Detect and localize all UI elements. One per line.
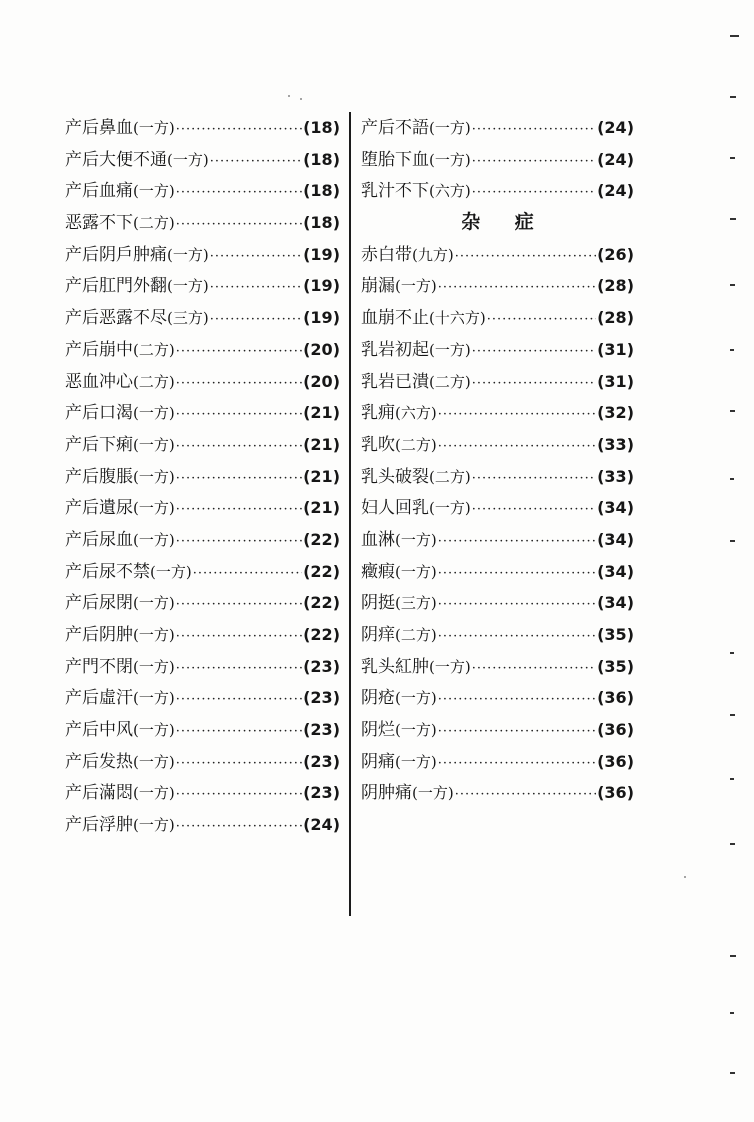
entry-page-number: (19) — [303, 244, 340, 264]
entry-title: 阴痒 — [361, 625, 395, 645]
margin-tick — [730, 540, 735, 542]
dot-leader — [472, 463, 596, 495]
dot-leader — [438, 272, 596, 304]
entry-page-number: (32) — [597, 403, 634, 423]
entry-note: (一方) — [395, 277, 437, 296]
toc-entry — [65, 397, 340, 429]
entry-note: (二方) — [395, 435, 437, 454]
margin-tick — [730, 410, 735, 412]
toc-entry — [361, 112, 634, 144]
entry-title: 恶露不下 — [65, 213, 133, 234]
entry-title: 乳岩初起 — [361, 339, 429, 360]
entry-note: (一方) — [133, 530, 175, 549]
entry-title: 产后浮肿 — [65, 815, 133, 836]
entry-title: 产后口渴 — [65, 403, 133, 424]
entry-title: 产后阴戶肿痛 — [65, 244, 167, 265]
entry-page-number: (22) — [303, 625, 340, 644]
entry-title: 产后崩中 — [65, 339, 133, 360]
entry-note: (二方) — [429, 372, 471, 391]
dot-leader — [176, 589, 302, 621]
scan-speck — [300, 98, 302, 100]
entry-note: (九方) — [412, 245, 454, 264]
entry-note: (一方) — [167, 150, 209, 169]
entry-page-number: (18) — [303, 118, 340, 137]
dot-leader — [176, 431, 302, 463]
entry-title: 产后恶露不尽 — [65, 308, 167, 329]
dot-leader — [472, 494, 596, 526]
toc-entry — [65, 587, 340, 619]
entry-note: (一方) — [167, 245, 209, 264]
toc-entry — [361, 777, 634, 809]
entry-page-number: (36) — [597, 720, 634, 740]
toc-entry — [361, 556, 634, 588]
toc-entry — [65, 175, 340, 207]
entry-title: 产后尿血 — [65, 529, 133, 550]
toc-entry — [361, 587, 634, 619]
dot-leader — [438, 589, 596, 621]
margin-tick — [730, 478, 734, 480]
entry-title: 产后尿不禁 — [65, 561, 150, 582]
entry-page-number: (23) — [303, 656, 340, 676]
entry-page-number: (34) — [597, 529, 634, 549]
entry-note: (六方) — [395, 404, 437, 423]
entry-title: 产后大便不通 — [65, 149, 167, 170]
scan-speck — [684, 876, 686, 878]
margin-tick — [730, 652, 734, 654]
toc-entry — [65, 524, 340, 556]
dot-leader — [176, 621, 302, 653]
entry-page-number: (36) — [597, 783, 634, 803]
dot-leader — [176, 336, 302, 368]
dot-leader — [438, 399, 596, 431]
toc-right-top-group — [361, 112, 634, 207]
toc-entry — [361, 682, 634, 714]
entry-note: (一方) — [395, 562, 437, 581]
entry-title: 产后腹脹 — [65, 466, 133, 487]
toc-entry — [361, 461, 634, 493]
entry-page-number: (34) — [597, 593, 634, 613]
entry-title: 乳汁不下 — [361, 181, 429, 202]
dot-leader — [176, 399, 302, 431]
dot-leader — [176, 463, 302, 495]
entry-note: (一方) — [133, 784, 175, 803]
entry-page-number: (22) — [303, 561, 340, 581]
dot-leader — [176, 114, 302, 146]
toc-entry — [361, 302, 634, 334]
entry-note: (一方) — [133, 626, 175, 644]
dot-leader — [472, 653, 596, 685]
margin-tick — [730, 843, 735, 845]
toc-entry — [65, 461, 340, 493]
toc-entry — [361, 270, 634, 302]
toc-right-bottom-group — [361, 239, 634, 809]
entry-title: 产后中风 — [65, 720, 133, 741]
entry-page-number: (20) — [303, 339, 340, 359]
dot-leader — [176, 684, 302, 716]
entry-note: (一方) — [429, 499, 471, 518]
entry-note: (六方) — [429, 182, 471, 201]
toc-entry — [361, 714, 634, 746]
margin-tick — [730, 218, 736, 220]
entry-title: 产后下痢 — [65, 434, 133, 455]
entry-title: 乳头破裂 — [361, 466, 429, 487]
entry-note: (二方) — [429, 467, 471, 486]
entry-note: (一方) — [395, 721, 437, 740]
dot-leader — [472, 146, 596, 178]
entry-title: 乳头紅肿 — [361, 656, 429, 677]
dot-leader — [176, 811, 302, 843]
toc-entry — [361, 619, 634, 651]
dot-leader — [455, 241, 596, 273]
entry-page-number: (23) — [303, 720, 340, 740]
toc-entry — [361, 524, 634, 556]
entry-title: 血淋 — [361, 529, 395, 550]
dot-leader — [438, 621, 596, 653]
dot-leader — [487, 304, 596, 336]
toc-entry — [65, 334, 340, 366]
margin-tick — [730, 1012, 734, 1014]
entry-note: (一方) — [412, 784, 454, 803]
entry-page-number: (23) — [303, 688, 340, 708]
margin-tick — [730, 714, 735, 716]
entry-title: 赤白带 — [361, 244, 412, 265]
entry-note: (一方) — [133, 499, 175, 518]
toc-entry — [65, 809, 340, 841]
entry-page-number: (28) — [597, 276, 634, 296]
margin-tick — [730, 35, 739, 37]
toc-right-column — [361, 112, 634, 809]
dot-leader — [438, 431, 596, 463]
toc-entry — [361, 144, 634, 176]
entry-note: (一方) — [395, 752, 437, 771]
margin-tick — [730, 778, 734, 780]
toc-entry — [361, 397, 634, 429]
entry-note: (一方) — [133, 816, 175, 835]
margin-tick — [730, 157, 735, 159]
dot-leader — [210, 272, 302, 304]
entry-title: 产后不語 — [361, 118, 429, 138]
entry-page-number: (22) — [303, 593, 340, 613]
entry-page-number: (36) — [597, 751, 634, 771]
toc-entry — [65, 207, 340, 239]
entry-page-number: (24) — [597, 118, 634, 137]
toc-entry — [65, 492, 340, 524]
entry-page-number: (24) — [597, 181, 634, 201]
toc-entry — [65, 239, 340, 271]
entry-page-number: (21) — [303, 498, 340, 518]
entry-note: (一方) — [133, 594, 175, 613]
dot-leader — [176, 653, 302, 685]
entry-title: 产后阴肿 — [65, 625, 133, 645]
toc-entry — [65, 619, 340, 651]
entry-title: 产后遺尿 — [65, 498, 133, 519]
dot-leader — [193, 558, 302, 590]
entry-page-number: (28) — [597, 308, 634, 328]
entry-note: (三方) — [167, 309, 209, 328]
entry-title: 崩漏 — [361, 276, 395, 297]
entry-note: (一方) — [133, 467, 175, 486]
entry-page-number: (24) — [303, 815, 340, 835]
entry-note: (一方) — [429, 340, 471, 359]
entry-title: 阴痛 — [361, 751, 395, 772]
entry-page-number: (35) — [597, 656, 634, 676]
dot-leader — [438, 716, 596, 748]
dot-leader — [176, 494, 302, 526]
toc-entry — [361, 366, 634, 398]
entry-note: (一方) — [133, 721, 175, 740]
entry-note: (一方) — [429, 150, 471, 169]
toc-entry — [65, 302, 340, 334]
entry-note: (一方) — [133, 119, 175, 137]
entry-title: 乳吹 — [361, 434, 395, 455]
dot-leader — [176, 526, 302, 558]
toc-entry — [65, 366, 340, 398]
entry-note: (一方) — [133, 752, 175, 771]
dot-leader — [438, 748, 596, 780]
entry-title: 产門不閉 — [65, 656, 133, 677]
entry-note: (一方) — [133, 182, 175, 201]
toc-entry — [361, 334, 634, 366]
entry-page-number: (34) — [597, 498, 634, 518]
entry-page-number: (21) — [303, 466, 340, 486]
entry-title: 阴烂 — [361, 720, 395, 741]
dot-leader — [438, 684, 596, 716]
dot-leader — [472, 368, 596, 400]
entry-page-number: (19) — [303, 276, 340, 296]
dot-leader — [176, 209, 302, 241]
entry-title: 产后发热 — [65, 751, 133, 772]
toc-entry — [361, 429, 634, 461]
entry-note: (二方) — [395, 626, 437, 644]
dot-leader — [176, 177, 302, 209]
entry-title: 乳痈 — [361, 403, 395, 424]
entry-page-number: (36) — [597, 688, 634, 708]
entry-page-number: (23) — [303, 751, 340, 771]
entry-title: 阴肿痛 — [361, 783, 412, 804]
entry-page-number: (20) — [303, 371, 340, 391]
entry-page-number: (31) — [597, 371, 634, 391]
entry-title: 产后尿閉 — [65, 593, 133, 614]
toc-entry — [65, 429, 340, 461]
toc-entry — [361, 651, 634, 683]
dot-leader — [210, 146, 302, 178]
margin-tick — [730, 284, 735, 286]
entry-note: (一方) — [133, 689, 175, 708]
toc-entry — [65, 746, 340, 778]
toc-entry — [65, 112, 340, 144]
entry-title: 产后鼻血 — [65, 118, 133, 138]
entry-title: 癥瘕 — [361, 561, 395, 582]
entry-page-number: (22) — [303, 529, 340, 549]
toc-entry — [361, 175, 634, 207]
margin-tick — [730, 955, 736, 957]
entry-note: (一方) — [429, 119, 471, 137]
entry-title: 产后血痛 — [65, 181, 133, 202]
dot-leader — [176, 368, 302, 400]
dot-leader — [176, 716, 302, 748]
entry-page-number: (21) — [303, 434, 340, 454]
entry-title: 阴挺 — [361, 593, 395, 614]
column-divider — [349, 112, 351, 916]
entry-title: 乳岩已潰 — [361, 371, 429, 392]
entry-note: (二方) — [133, 372, 175, 391]
scan-speck — [288, 95, 290, 97]
entry-title: 产后肛門外翻 — [65, 276, 167, 297]
toc-entry — [65, 556, 340, 588]
entry-page-number: (23) — [303, 783, 340, 803]
entry-note: (三方) — [395, 594, 437, 613]
entry-page-number: (35) — [597, 625, 634, 644]
dot-leader — [438, 526, 596, 558]
entry-note: (一方) — [429, 657, 471, 676]
toc-entry — [361, 746, 634, 778]
dot-leader — [438, 558, 596, 590]
entry-note: (十六方) — [429, 309, 486, 328]
entry-page-number: (18) — [303, 181, 340, 201]
entry-title: 产后虛汗 — [65, 688, 133, 709]
margin-tick — [730, 1072, 735, 1074]
entry-note: (一方) — [395, 689, 437, 708]
dot-leader — [176, 748, 302, 780]
entry-page-number: (18) — [303, 213, 340, 233]
entry-page-number: (19) — [303, 308, 340, 328]
margin-tick — [730, 349, 734, 351]
toc-entry — [65, 144, 340, 176]
entry-note: (一方) — [150, 562, 192, 581]
entry-note: (一方) — [133, 657, 175, 676]
entry-note: (二方) — [133, 340, 175, 359]
entry-title: 堕胎下血 — [361, 149, 429, 170]
toc-entry — [65, 682, 340, 714]
margin-tick — [730, 96, 736, 98]
entry-title: 血崩不止 — [361, 308, 429, 329]
entry-title: 产后滿悶 — [65, 783, 133, 804]
entry-note: (一方) — [133, 435, 175, 454]
dot-leader — [472, 114, 596, 146]
entry-title: 阴疮 — [361, 688, 395, 709]
entry-note: (一方) — [133, 404, 175, 423]
dot-leader — [210, 304, 302, 336]
toc-entry — [361, 239, 634, 271]
entry-title: 妇人回乳 — [361, 498, 429, 519]
entry-note: (一方) — [395, 530, 437, 549]
entry-note: (二方) — [133, 214, 175, 233]
entry-note: (一方) — [167, 277, 209, 296]
dot-leader — [176, 779, 302, 811]
toc-entry — [65, 777, 340, 809]
toc-entry — [65, 714, 340, 746]
entry-page-number: (26) — [597, 244, 634, 264]
section-heading: 杂 症 — [461, 211, 548, 234]
entry-page-number: (21) — [303, 403, 340, 423]
dot-leader — [455, 779, 596, 811]
dot-leader — [210, 241, 302, 273]
entry-page-number: (34) — [597, 561, 634, 581]
entry-title: 恶血冲心 — [65, 371, 133, 392]
entry-page-number: (31) — [597, 339, 634, 359]
entry-page-number: (18) — [303, 149, 340, 169]
toc-entry — [65, 270, 340, 302]
dot-leader — [472, 177, 596, 209]
entry-page-number: (24) — [597, 149, 634, 169]
dot-leader — [472, 336, 596, 368]
entry-page-number: (33) — [597, 466, 634, 486]
toc-entry — [65, 651, 340, 683]
entry-page-number: (33) — [597, 434, 634, 454]
toc-entry — [361, 492, 634, 524]
toc-left-column — [65, 112, 340, 841]
